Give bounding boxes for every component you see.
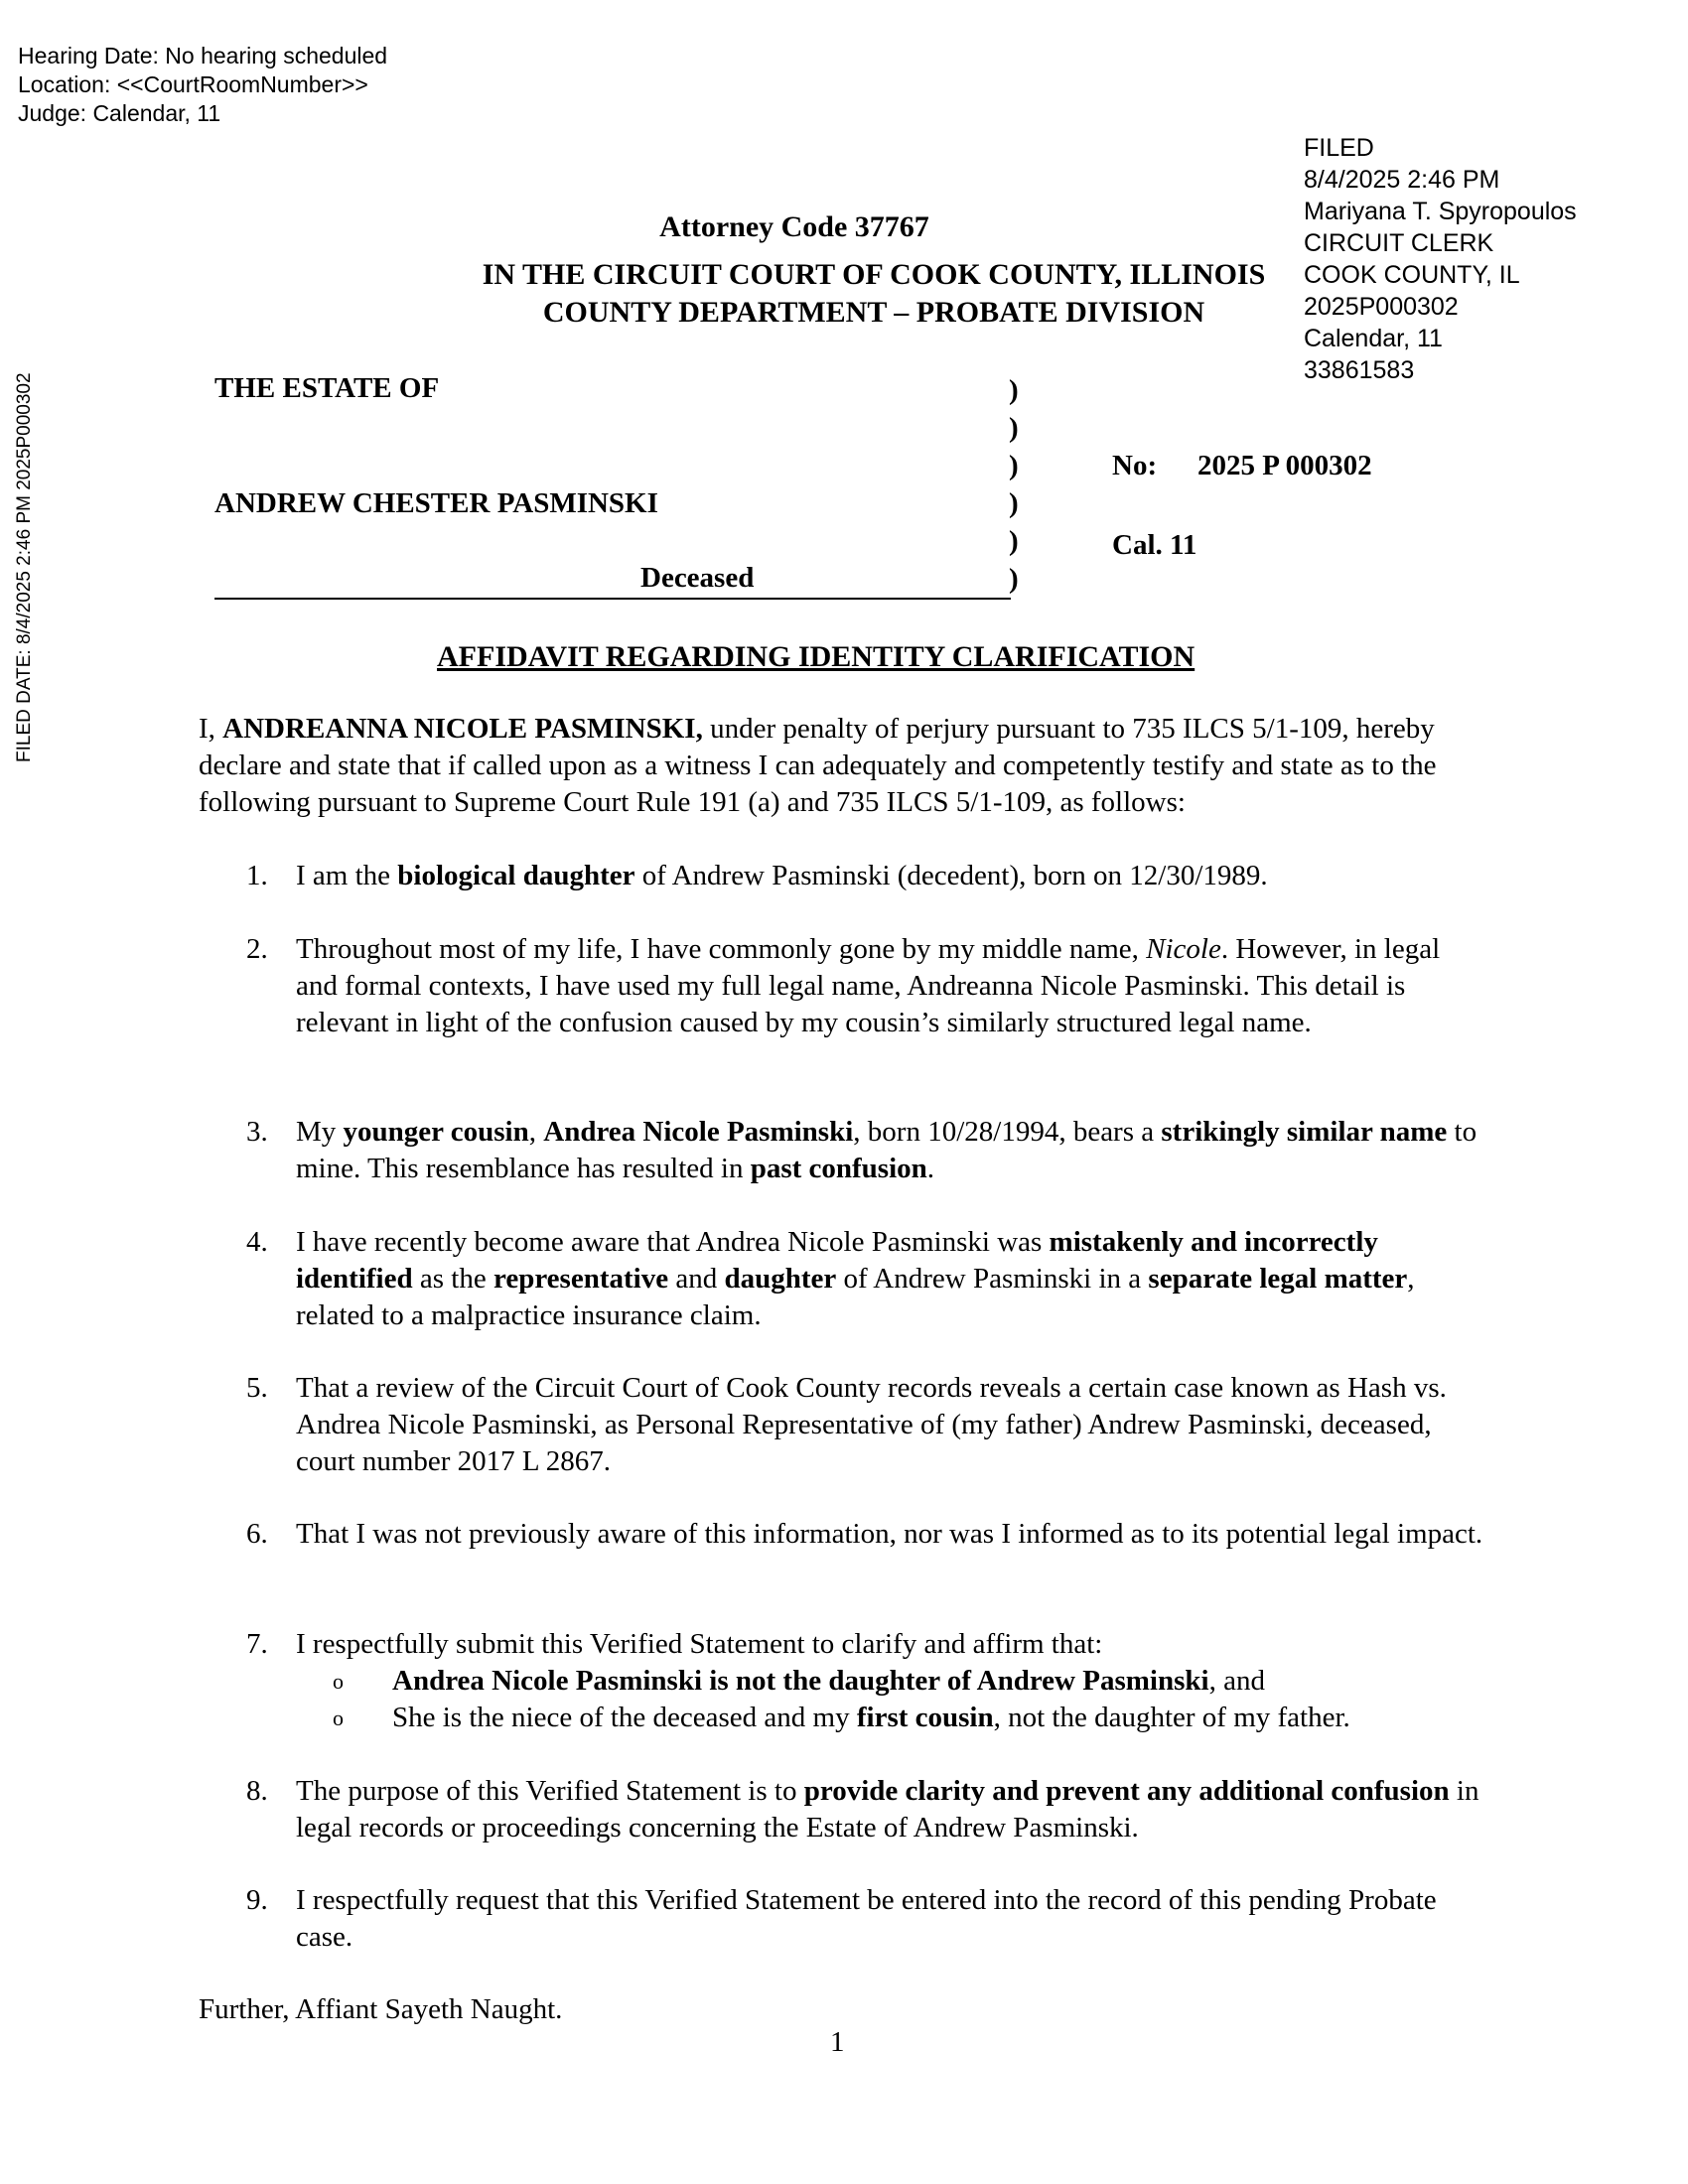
list-item: 1. I am the biological daughter of Andrew Pasminski (decedent), born on 12/30/1989. <box>246 858 1497 894</box>
clerk-name: Mariyana T. Spyropoulos <box>1304 198 1577 225</box>
closing-statement: Further, Affiant Sayeth Naught. <box>199 1993 563 2025</box>
case-number-label: No: <box>1112 450 1158 481</box>
item-number: 5. <box>246 1372 268 1404</box>
hearing-judge: Judge: Calendar, 11 <box>18 100 221 126</box>
hearing-location: Location: <<CourtRoomNumber>> <box>18 71 368 97</box>
list-item: 9. I respectfully request that this Verified Statement be entered into the record of this pending Probate case. <box>246 1884 1437 1953</box>
filed-calendar: Calendar, 11 <box>1304 325 1443 352</box>
bullet-icon: o <box>333 1669 344 1694</box>
filed-datetime: 8/4/2025 2:46 PM <box>1304 166 1500 194</box>
list-item: 8. The purpose of this Verified Statement is to provide clarity and prevent any additional confusion in legal records or proceedings concerning the Estate of Andrew Pasminski. <box>246 1775 1479 1843</box>
clerk-title: CIRCUIT CLERK <box>1304 229 1494 257</box>
case-number: 2025 P 000302 <box>1197 450 1372 481</box>
list-item: 4. I have recently become aware that Andrea Nicole Pasminski was mistakenly and incorrectly identified as the representative and daughter of Andrew Pasminski in a separate legal matter, related to a malpractice insurance claim. <box>246 1226 1415 1331</box>
list-item: 2. Throughout most of my life, I have commonly gone by my middle name, Nicole. However, in legal and formal contexts, I have used my full legal name, Andreanna Nicole Pasminski. This detail is relevant in light of the confusion caused by my cousin’s similarly structured legal name. <box>246 933 1441 1038</box>
item-number: 2. <box>246 933 268 965</box>
attorney-code: Attorney Code 37767 <box>659 210 929 243</box>
item-number: 1. <box>246 860 268 891</box>
filed-stamp <box>1304 132 1577 386</box>
filed-county: COOK COUNTY, IL <box>1304 261 1520 289</box>
court-department: COUNTY DEPARTMENT – PROBATE DIVISION <box>542 296 1205 329</box>
list-item: 3. My younger cousin, Andrea Nicole Pasminski, born 10/28/1994, bears a strikingly similar name to mine. This resemblance has resulted in past confusion. <box>246 1116 1477 1184</box>
list-subitem: o She is the niece of the deceased and my first cousin, not the daughter of my father. <box>343 1700 1350 1736</box>
caption-paren: ) <box>1009 374 1019 406</box>
item-number: 3. <box>246 1116 268 1148</box>
caption-paren: ) <box>1009 412 1019 444</box>
item-number: 9. <box>246 1884 268 1916</box>
page-number: 1 <box>830 2026 845 2058</box>
side-filed-stamp: FILED DATE: 8/4/2025 2:46 PM 2025P000302 <box>14 372 35 762</box>
item-number: 8. <box>246 1775 268 1807</box>
bullet-icon: o <box>333 1706 344 1730</box>
item-number: 7. <box>246 1628 268 1660</box>
court-name: IN THE CIRCUIT COURT OF COOK COUNTY, ILLINOIS <box>482 258 1266 291</box>
filed-case-number: 2025P000302 <box>1304 293 1459 321</box>
document-title: AFFIDAVIT REGARDING IDENTITY CLARIFICATION <box>437 640 1196 673</box>
list-item: 7. I respectfully submit this Verified Statement to clarify and affirm that: <box>246 1626 1497 1663</box>
hearing-stamp <box>18 42 387 128</box>
list-item: 5. That a review of the Circuit Court of Cook County records reveals a certain case known as Hash vs. Andrea Nicole Pasminski, as Personal Representative of (my father) Andrew Pasminski, deceased, court number 2017 L 2867. <box>246 1372 1447 1477</box>
filed-doc-id: 33861583 <box>1304 356 1415 384</box>
affiant-name: ANDREANNA NICOLE PASMINSKI, <box>222 713 703 745</box>
caption-paren: ) <box>1009 525 1019 557</box>
hearing-date: Hearing Date: No hearing scheduled <box>18 43 388 68</box>
caption-underline <box>214 556 1011 600</box>
deceased-label: Deceased <box>640 562 755 594</box>
caption-paren: ) <box>1009 563 1019 595</box>
decedent-name: ANDREW CHESTER PASMINSKI <box>214 487 658 519</box>
filed-label: FILED <box>1304 134 1374 162</box>
item-number: 6. <box>246 1518 268 1550</box>
item-number: 4. <box>246 1226 268 1258</box>
estate-of-label: THE ESTATE OF <box>214 372 440 404</box>
caption-paren: ) <box>1009 487 1019 519</box>
calendar-number: Cal. 11 <box>1112 529 1197 561</box>
list-item: 6. That I was not previously aware of this information, nor was I informed as to its potential legal impact. <box>246 1516 1497 1553</box>
caption-paren: ) <box>1009 450 1019 481</box>
list-subitem: o Andrea Nicole Pasminski is not the daughter of Andrew Pasminski, and <box>343 1663 1265 1700</box>
intro-paragraph: I, ANDREANNA NICOLE PASMINSKI, under penalty of perjury pursuant to 735 ILCS 5/1-109, hereby declare and state that if called upon as a witness I can adequately and competently testify and state as to the following pursuant to Supreme Court Rule 191 (a) and 735 ILCS 5/1-109, as follows: <box>199 713 1437 818</box>
